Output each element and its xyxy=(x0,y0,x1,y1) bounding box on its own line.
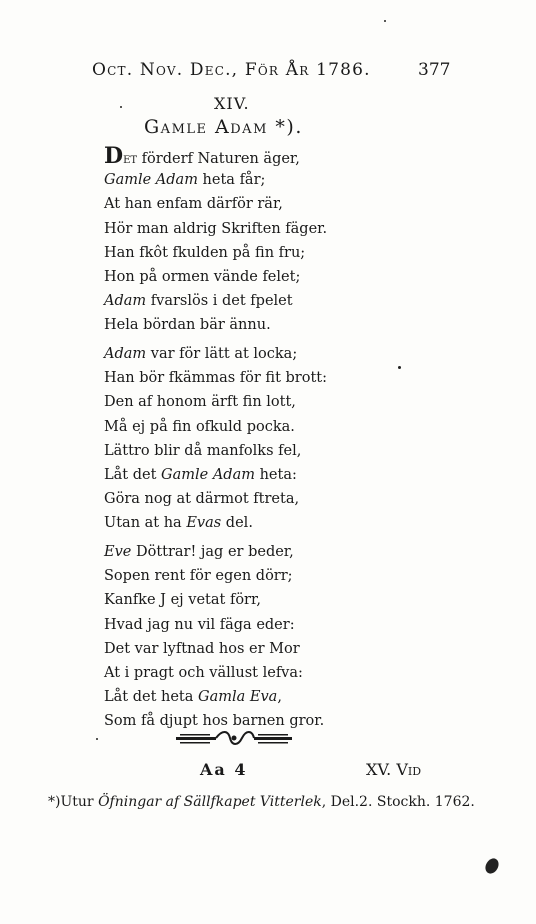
italic-name: Gamle Adam xyxy=(104,172,198,189)
verse-line xyxy=(104,289,327,313)
verse-line: Han fkôt fkulden på fin fru; xyxy=(104,244,306,261)
italic-name: Gamle Adam xyxy=(161,466,255,483)
ink-speck xyxy=(398,366,401,369)
page-number: 377 xyxy=(418,60,451,80)
verse-line xyxy=(104,463,327,487)
footnote xyxy=(48,794,475,810)
ink-speck xyxy=(384,20,386,22)
verse-line: At i pragt och vällust lefva: xyxy=(104,664,303,681)
ink-speck xyxy=(96,738,98,740)
verse-line xyxy=(104,144,327,168)
verse-text: fvarslös i det fpelet xyxy=(146,293,293,310)
italic-name: Adam xyxy=(104,346,147,362)
verse-text: del. xyxy=(221,515,253,532)
drop-cap: D xyxy=(104,143,124,169)
italic-name: Adam xyxy=(104,293,147,310)
poem-title: Gamle Adam *). xyxy=(144,116,303,138)
verse-line xyxy=(104,168,327,192)
verse-text: heta får; xyxy=(197,172,266,189)
verse-line: Hela bördan bär ännu. xyxy=(104,317,271,334)
footnote-mark: *) xyxy=(48,794,61,810)
verse-line: Den af honom ärft fin lott, xyxy=(104,394,296,411)
verse-text: , xyxy=(277,689,282,706)
verse-line xyxy=(104,511,327,535)
footnote-source-title: Öfningar af Sällfkapet Vitterlek xyxy=(98,794,322,810)
stanza xyxy=(104,540,324,734)
poem-number: XIV. xyxy=(214,94,250,113)
running-head: Oct. Nov. Dec., För År 1786. xyxy=(92,60,371,80)
catchword: XV. Vid xyxy=(366,760,422,779)
verse-line: Han bör fkämmas för fit brott: xyxy=(104,370,328,387)
ink-speck xyxy=(483,856,501,876)
verse-line: Hvad jag nu vil fäga eder: xyxy=(104,616,295,633)
italic-name: Eve xyxy=(104,544,132,560)
verse-line xyxy=(104,685,324,709)
verse-line: Som få djupt hos barnen gror. xyxy=(104,713,325,730)
verse-line: Lättro blir då manfolks fel, xyxy=(104,442,302,459)
stanza xyxy=(104,342,327,536)
ink-speck xyxy=(120,106,122,108)
verse-line: At han enfam därför rär, xyxy=(104,196,283,213)
verse-text: Låt det heta xyxy=(104,689,199,706)
italic-name: Gamla Eva xyxy=(198,689,278,706)
verse-text: heta: xyxy=(254,466,297,483)
verse-line: Göra nog at därmot ftreta, xyxy=(104,491,300,508)
verse-line xyxy=(104,342,327,366)
ornament-divider-icon xyxy=(176,730,292,746)
verse-line: Må ej på fin ofkuld pocka. xyxy=(104,418,295,435)
signature-mark: Aa 4 xyxy=(200,760,248,779)
verse-text: Döttrar! jag er beder, xyxy=(131,544,294,560)
verse-line: Kanfke J ej vetat förr, xyxy=(104,592,261,609)
footnote-text: Utur xyxy=(60,794,99,810)
verse-line: Hör man aldrig Skriften fäger. xyxy=(104,220,328,237)
verse-line: Hon på ormen vände felet; xyxy=(104,268,301,285)
verse-text: var för lätt at locka; xyxy=(146,346,298,362)
stanza xyxy=(104,144,327,338)
verse-text: Utan at ha xyxy=(104,515,187,532)
italic-name: Evas xyxy=(186,515,222,532)
verse-text: Låt det xyxy=(104,466,162,483)
verse-line: Det var lyftnad hos er Mor xyxy=(104,640,300,657)
smallcaps-text: et xyxy=(123,151,138,167)
verse-text: förderf Naturen äger, xyxy=(137,151,300,167)
verse-line xyxy=(104,540,324,564)
footnote-text: , Del.2. Stockh. 1762. xyxy=(321,794,475,810)
verse-line: Sopen rent för egen dörr; xyxy=(104,568,293,585)
